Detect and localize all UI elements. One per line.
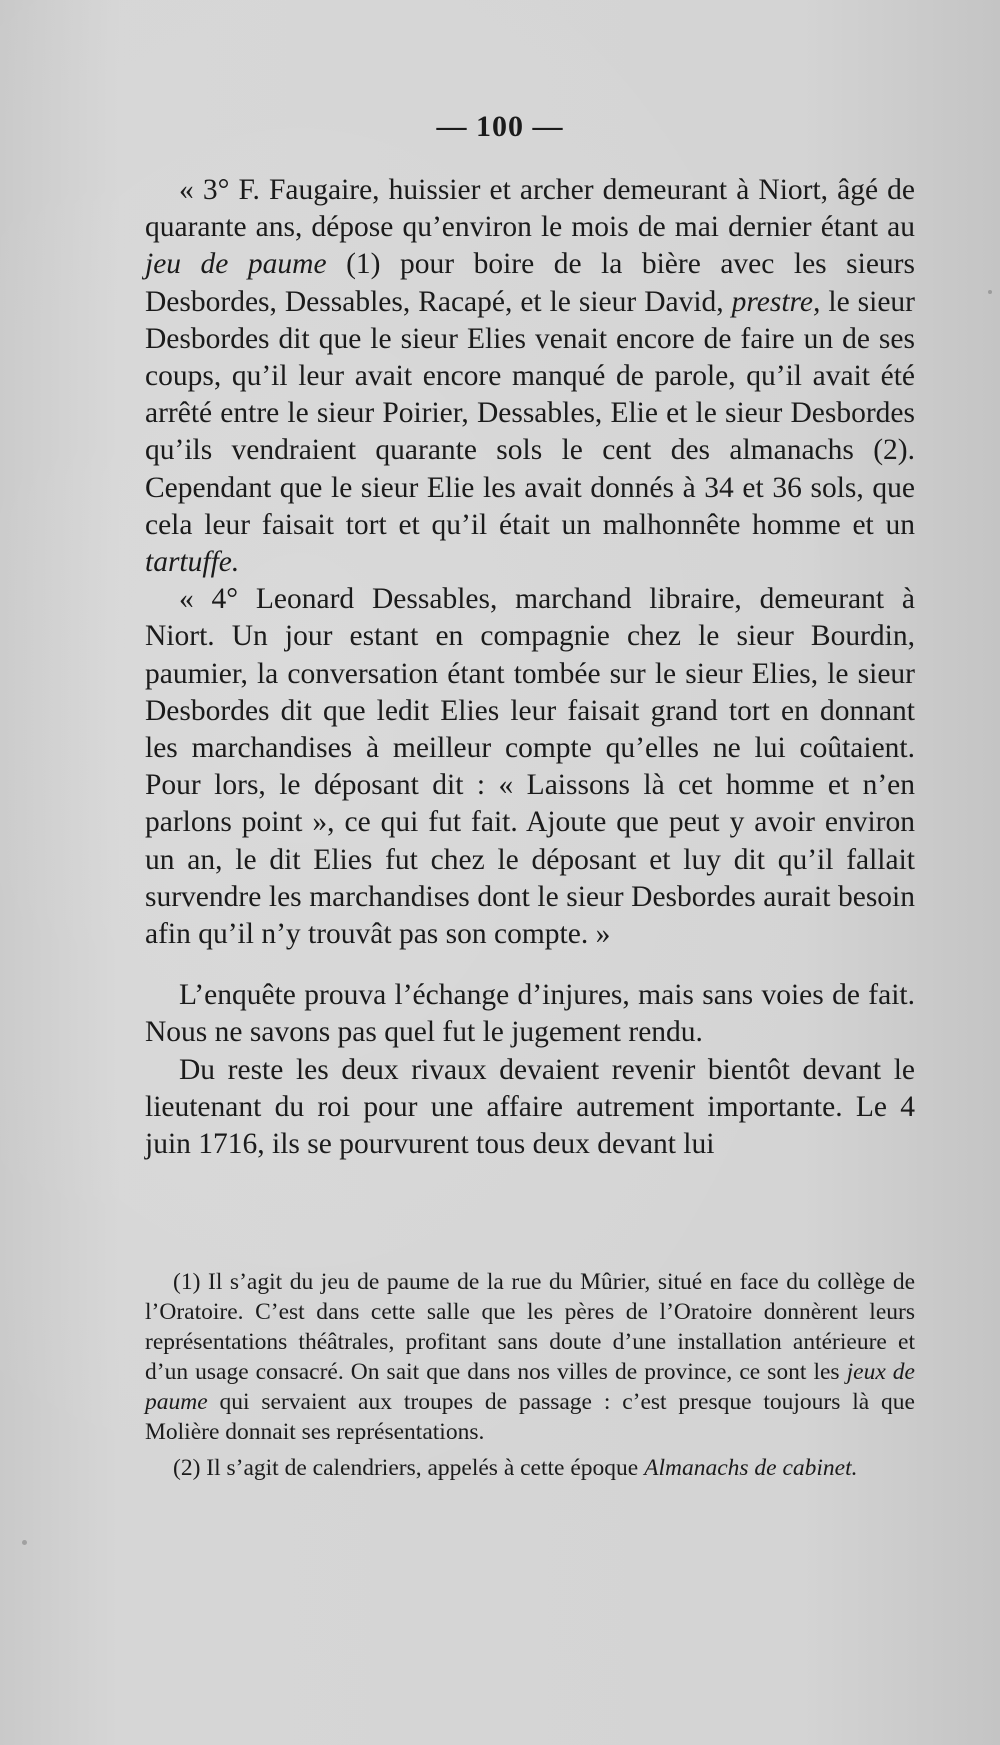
italic-run: prestre,	[731, 285, 821, 318]
paper-speck	[22, 1540, 27, 1545]
text-run: (1) Il s’agit du jeu de paume de la rue du Mûrier, situé en face du collège de l’Oratoire. C’est dans cette salle que les pères de l’Oratoire donnèrent leurs représentations théâtrales, profitant sans doute d’une installation antérieure et d’un usage consacré. On sait que dans nos villes de province, ce sont les	[145, 1269, 915, 1385]
main-text	[145, 172, 915, 1163]
footnote-2	[145, 1453, 915, 1483]
italic-run: Almanachs de cabinet.	[644, 1455, 858, 1481]
text-run: « 3° F. Faugaire, huissier et archer demeurant à Niort, âgé de quarante ans, dépose qu’environ le mois de mai dernier étant au	[145, 174, 915, 244]
text-run: (1) pour boire de la bière avec les sieurs Desbordes, Dessables, Racapé, et le sieur David,	[145, 248, 915, 318]
paragraph-continuation: Du reste les deux rivaux devaient revenir bientôt devant le lieutenant du roi pour une affaire autrement importante. Le 4 juin 1716, ils se pourvurent tous deux devant lui	[145, 1053, 915, 1161]
text-run: le sieur Desbordes dit que le sieur Elies venait encore de faire un de ses coups, qu’il leur avait encore manqué de parole, qu’il avait été arrêté entre le sieur Poirier, Dessables, Elie et le sieur Desbordes qu’ils vendraient quarante sols le cent des almanachs (2). Cependant que le sieur Elie les avait donnés à 34 et 36 sols, que cela leur faisait tort et qu’il était un malhonnête homme et un	[145, 285, 915, 541]
paragraph-testimony-4: « 4° Leonard Dessables, marchand libraire, demeurant à Niort. Un jour estant en compagnie chez le sieur Bourdin, paumier, la conversation étant tombée sur le sieur Elies, le sieur Desbordes dit que ledit Elies leur faisait grand tort en donnant les marchandises à meilleur compte qu’elles ne lui coûtaient. Pour lors, le déposant dit : « Laissons là cet homme et n’en parlons point », ce qui fut fait. Ajoute que peut y avoir environ un an, le dit Elies fut chez le déposant et luy dit qu’il fallait survendre les marchandises dont le sieur Desbordes aurait besoin afin qu’il n’y trouvât pas son compte. »	[145, 583, 915, 951]
page-number: — 100 —	[436, 110, 564, 143]
footnote-1	[145, 1267, 915, 1447]
paragraph-testimony-3	[145, 172, 915, 581]
footnotes	[145, 1267, 915, 1483]
italic-run: tartuffe.	[145, 546, 240, 579]
text-run: qui servaient aux troupes de passage : c’est presque toujours là que Molière donnait ses représentations.	[145, 1389, 915, 1445]
italic-run: jeu de paume	[145, 248, 327, 281]
italic-run: jeux de paume	[145, 1359, 915, 1415]
text-run: (2) Il s’agit de calendriers, appelés à cette époque	[173, 1455, 645, 1481]
paper-speck	[988, 290, 992, 294]
paragraph-conclusion: L’enquête prouva l’échange d’injures, mais sans voies de fait. Nous ne savons pas quel fut le jugement rendu.	[145, 979, 915, 1049]
